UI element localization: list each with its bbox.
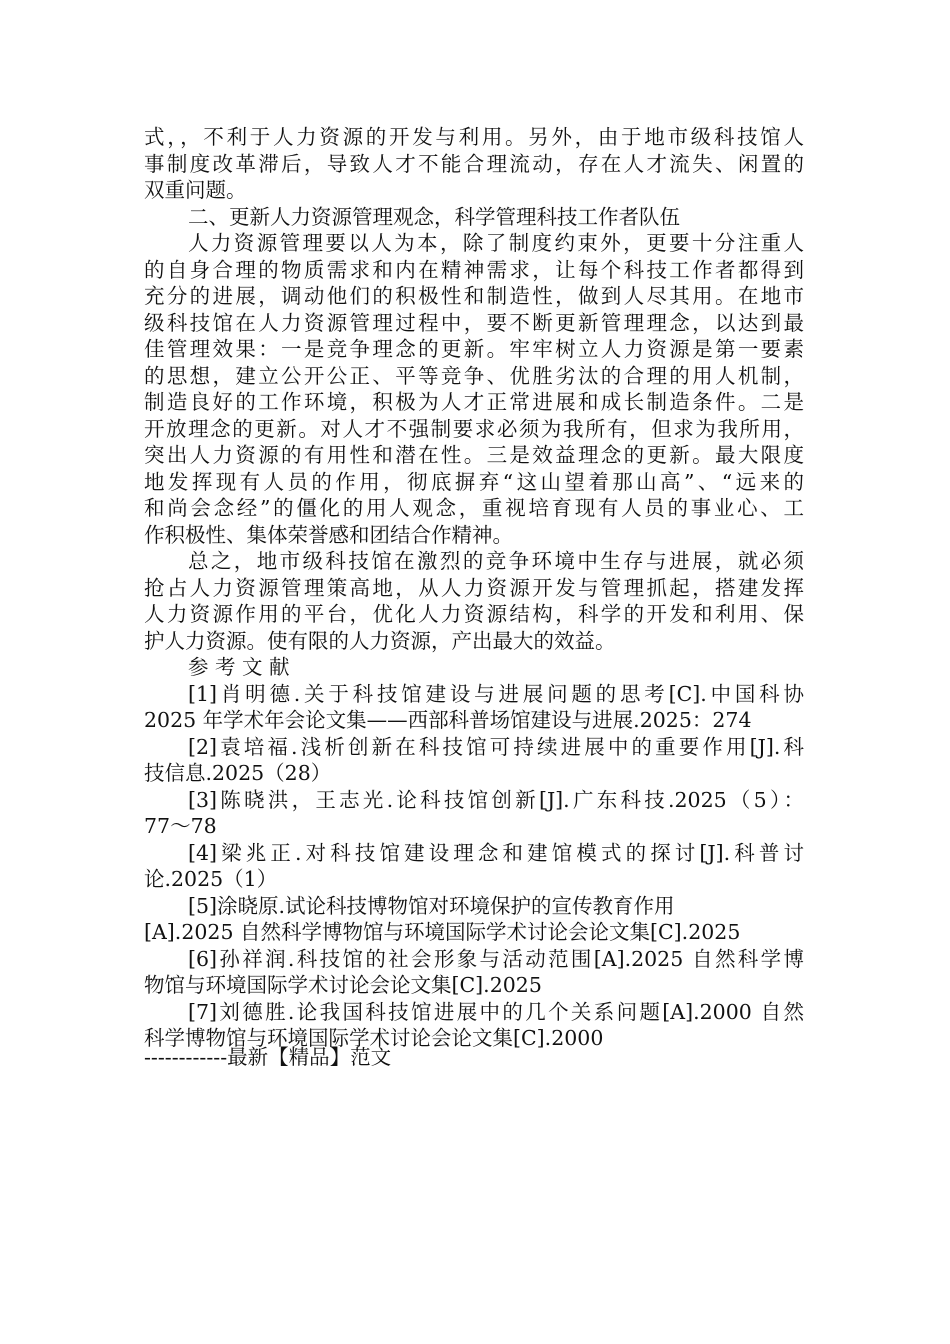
text-line: 77～78 <box>144 814 217 838</box>
text-line: 级科技馆在人力资源管理过程中，要不断更新管理理念，以达到最 <box>144 310 804 335</box>
text-line: 地发挥现有人员的作用，彻底摒弃“这山望着那山高”、“远来的 <box>144 469 804 494</box>
text-line: 的自身合理的物质需求和内在精神需求，让每个科技工作者都得到 <box>144 257 804 282</box>
text-line: [7]刘德胜.论我国科技馆进展中的几个关系问题[A].2000 自然 <box>188 999 804 1024</box>
text-line: [4]梁兆正.对科技馆建设理念和建馆模式的探讨[J].科普讨 <box>188 840 804 865</box>
text-line: 双重问题。 <box>144 178 247 202</box>
text-line: [2]袁培福.浅析创新在科技馆可持续进展中的重要作用[J].科 <box>188 734 804 759</box>
text-line: [3]陈晓洪，王志光.论科技馆创新[J].广东科技.2025（5）： <box>188 787 804 812</box>
text-line: 人力资源管理要以人为本，除了制度约束外，更要十分注重人 <box>188 231 804 255</box>
text-line: 技信息.2025（28） <box>144 761 332 785</box>
text-line: [A].2025 自然科学博物馆与环境国际学术讨论会论文集[C].2025 <box>144 920 741 944</box>
text-line: 参 考 文 献 <box>188 655 290 679</box>
document-body <box>144 124 804 1052</box>
text-line: 开放理念的更新。对人才不强制要求必须为我所有，但求为我所用， <box>144 416 804 441</box>
text-line: 人力资源作用的平台，优化人力资源结构，科学的开发和利用、保 <box>144 602 804 626</box>
text-line: [6]孙祥润.科技馆的社会形象与活动范围[A].2025 自然科学博 <box>188 946 804 971</box>
text-line: 充分的进展，调动他们的积极性和制造性，做到人尽其用。在地市 <box>144 284 804 308</box>
text-line: 物馆与环境国际学术讨论会论文集[C].2025 <box>144 973 542 997</box>
text-line: 佳管理效果：一是竞争理念的更新。牢牢树立人力资源是第一要素 <box>144 337 804 361</box>
text-line: 制造良好的工作环境，积极为人才正常进展和成长制造条件。二是 <box>144 390 804 414</box>
text-line: [5]涂晓原.试论科技博物馆对环境保护的宣传教育作用 <box>188 893 675 918</box>
text-line: 作积极性、集体荣誉感和团结合作精神。 <box>144 522 513 547</box>
text-line: 的思想，建立公开公正、平等竞争、优胜劣汰的合理的用人机制， <box>144 363 804 388</box>
footer-text: ------------最新【精品】范文 <box>144 1045 392 1069</box>
text-line: 2025 年学术年会论文集——西部科普场馆建设与进展.2025：274 <box>144 708 752 732</box>
text-line: 和尚会念经”的僵化的用人观念，重视培育现有人员的事业心、工 <box>144 496 804 520</box>
text-line: 式，，不利于人力资源的开发与利用。另外，由于地市级科技馆人 <box>144 125 804 149</box>
text-line: 科学博物馆与环境国际学术讨论会论文集[C].2000 <box>144 1026 604 1050</box>
text-line: 二、更新人力资源管理观念，科学管理科技工作者队伍 <box>188 204 680 229</box>
text-line: 总之，地市级科技馆在激烈的竞争环境中生存与进展，就必须 <box>188 549 804 573</box>
text-line: 论.2025（1） <box>144 867 278 891</box>
text-line: 护人力资源。使有限的人力资源，产出最大的效益。 <box>144 628 616 653</box>
text-line: 抢占人力资源管理策高地，从人力资源开发与管理抓起，搭建发挥 <box>144 575 804 600</box>
text-line: [1]肖明德.关于科技馆建设与进展问题的思考[C].中国科协 <box>188 681 804 706</box>
text-line: 事制度改革滞后，导致人才不能合理流动，存在人才流失、闲置的 <box>144 151 804 176</box>
text-line: 突出人力资源的有用性和潜在性。三是效益理念的更新。最大限度 <box>144 443 804 467</box>
